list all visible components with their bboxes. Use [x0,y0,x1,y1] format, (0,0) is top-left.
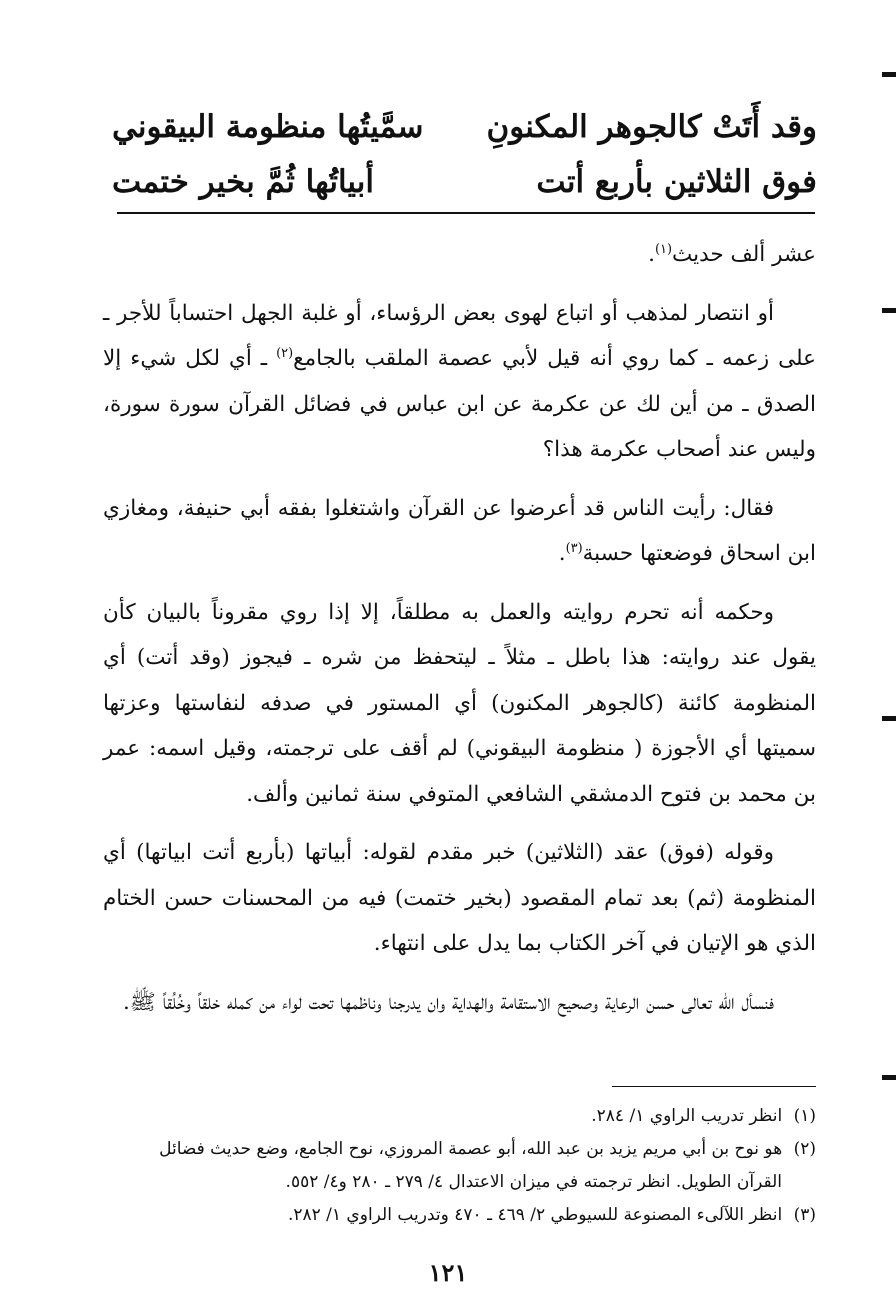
footnote-ref[interactable]: (١) [655,241,672,257]
edge-mark [882,72,896,77]
footnote-divider [612,1086,816,1087]
paragraph: وقوله (فوق) عقد (الثلاثين) خبر مقدم لقوله: أبياتها (بأربع أتت ابياتها) أي المنظومة (ثم) بعد تمام المقصود (بخير ختمت) فيه من المحسنات حسن الختام الذي هو الإتيان في آخر الكتاب بما يدل على انتهاء. [103,840,816,956]
verse-hemistich-left: سمَّيتُها منظومة البيقوني [112,109,424,145]
poem-verse [112,100,817,155]
body-text [103,232,816,1038]
verse-hemistich-right: فوق الثلاثين بأربع أتت [536,164,817,200]
footnote-text: انظر اللآلىء المصنوعة للسيوطي ٢/ ٤٦٩ ـ ٤٧٠ وتدريب الراوي ١/ ٢٨٢. [287,1205,783,1225]
paragraph-text: ـ أي لكل شيء إلا الصدق ـ من أين لك عن عكرمة عن ابن عباس في فضائل القرآن سورة سورة، وليس عند أصحاب عكرمة هذا؟ [103,346,816,462]
page-number: ١٢١ [428,1258,468,1287]
paragraph: وحكمه أنه تحرم روايته والعمل به مطلقاً، إلا إذا روي مقروناً بالبيان كأن يقول عند روايته: هذا باطل ـ مثلاً ـ ليتحفظ من شره ـ فيجوز (وقد أتت) أي المنظومة كائنة (كالجوهر المكنون) أي المستور في صدفه لنفاستها وعزتها سميتها أي الأجوزة ( منظومة البيقوني) لم أقف على ترجمته، وقيل اسمه: عمر بن محمد بن فتوح الدمشقي الشافعي المتوفي سنة ثمانين وألف. [103,599,816,807]
paragraph [103,291,816,473]
edge-mark [882,1075,896,1080]
paragraph: فقال: رأيت الناس قد أعرضوا عن القرآن واشتغلوا بفقه أبي حنيفة، ومغازي ابن اسحاق فوضعتها حسبة$^{(٣)}$. [103,495,816,566]
footnote-ref[interactable]: (٣) [565,540,583,556]
footnote-text: انظر تدريب الراوي ١/ ٢٨٤. [591,1106,783,1126]
footnote-text-continued: القرآن الطويل. انظر ترجمته في ميزان الاعتدال ٤/ ٢٧٩ ـ ٢٨٠ و٤/ ٥٥٢. [285,1172,782,1192]
poem-divider [117,212,815,214]
paragraph: فنسأل الله تعالى حسن الرعاية وصحيح الاستقامة والهداية وان يدرجنا وناظمها تحت لواء من كمله خلقاً وخُلُقاً ﷺ. [122,989,774,1015]
paragraph-text: أو انتصار لمذهب أو اتباع لهوى بعض الرؤساء، أو غلبة الجهل احتساباً للأجر ـ على زعمه ـ كما روي أنه قيل لأبي عصمة الملقب بالجامع [103,300,816,371]
verse-hemistich-right: وقد أَتَتْ كالجوهر المكنونِ [486,109,817,145]
footnotes [100,1100,816,1232]
poem-verse [112,155,817,210]
edge-mark [882,716,896,721]
paragraph: عشر ألف حديث$^{(١)}$. [648,241,816,267]
edge-mark [882,308,896,313]
footnote-number: (٢) [793,1139,816,1159]
poem-block [112,100,817,210]
footnote-ref[interactable]: (٢) [276,345,294,361]
footnote [100,1133,816,1199]
footnote-number: (٣) [793,1205,816,1225]
footnote [100,1100,816,1133]
paragraph-text: فقال: رأيت الناس قد أعرضوا عن القرآن واشتغلوا بفقه أبي حنيفة، ومغازي ابن اسحاق فوضعتها حسبة [103,495,816,566]
footnote [100,1199,816,1232]
verse-hemistich-left: أبياتُها ثُمَّ بخير ختمت [112,164,375,200]
footnote-text: هو نوح بن أبي مريم يزيد بن عبد الله، أبو عصمة المروزي، نوح الجامع، وضع حديث فضائل [159,1139,783,1159]
paragraph-text: عشر ألف حديث [672,242,816,267]
footnote-number: (١) [793,1106,816,1126]
